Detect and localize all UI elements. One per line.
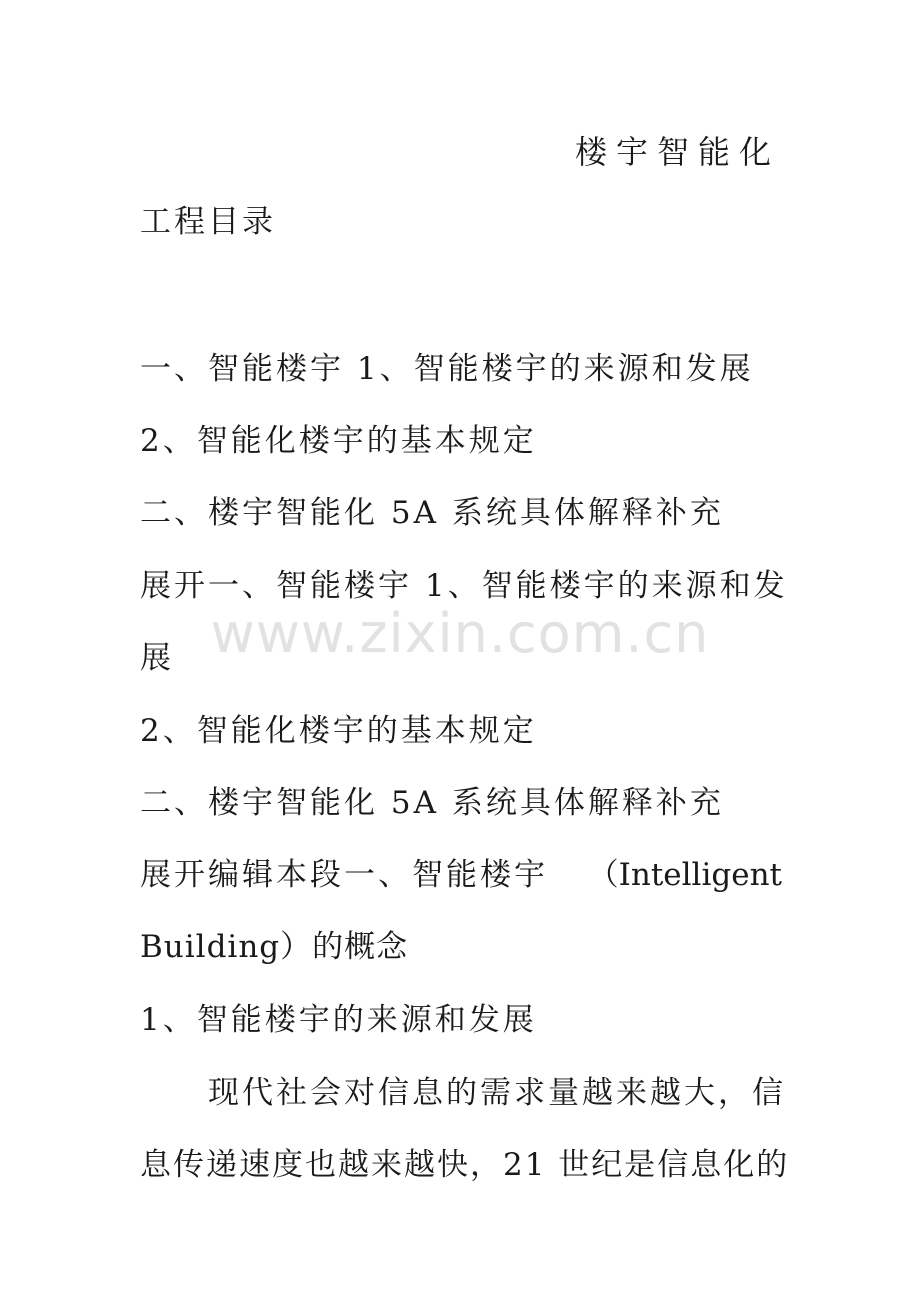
section-heading-left: 展开编辑本段一、智能楼宇 xyxy=(140,857,548,893)
toc-item-2: 2、智能化楼宇的基本规定 xyxy=(140,423,537,459)
watermark: www.zixin.com.cn xyxy=(210,602,710,665)
section-subheading: 1、智能楼宇的来源和发展 xyxy=(140,1002,537,1038)
expand-item-1-continued: 展 xyxy=(140,640,174,676)
toc-item-1: 一、智能楼宇 1、智能楼宇的来源和发展 xyxy=(140,351,754,387)
section-heading xyxy=(140,853,782,897)
expand-item-3: 二、楼宇智能化 5A 系统具体解释补充 xyxy=(140,785,724,821)
expand-item-2: 2、智能化楼宇的基本规定 xyxy=(140,713,537,749)
section-heading-continued: Building）的概念 xyxy=(140,929,409,965)
paragraph-line-1: 现代社会对信息的需求量越来越大，信 xyxy=(208,1075,786,1111)
paragraph-line-2: 息传递速度也越来越快，21 世纪是信息化的 xyxy=(140,1147,790,1183)
toc-item-3: 二、楼宇智能化 5A 系统具体解释补充 xyxy=(140,495,724,531)
document-title-line2: 工程目录 xyxy=(140,204,276,240)
expand-item-1: 展开一、智能楼宇 1、智能楼宇的来源和发 xyxy=(140,568,788,604)
section-heading-right: （Intelligent xyxy=(587,857,782,893)
document-title-line1: 楼宇智能化 xyxy=(574,133,780,171)
